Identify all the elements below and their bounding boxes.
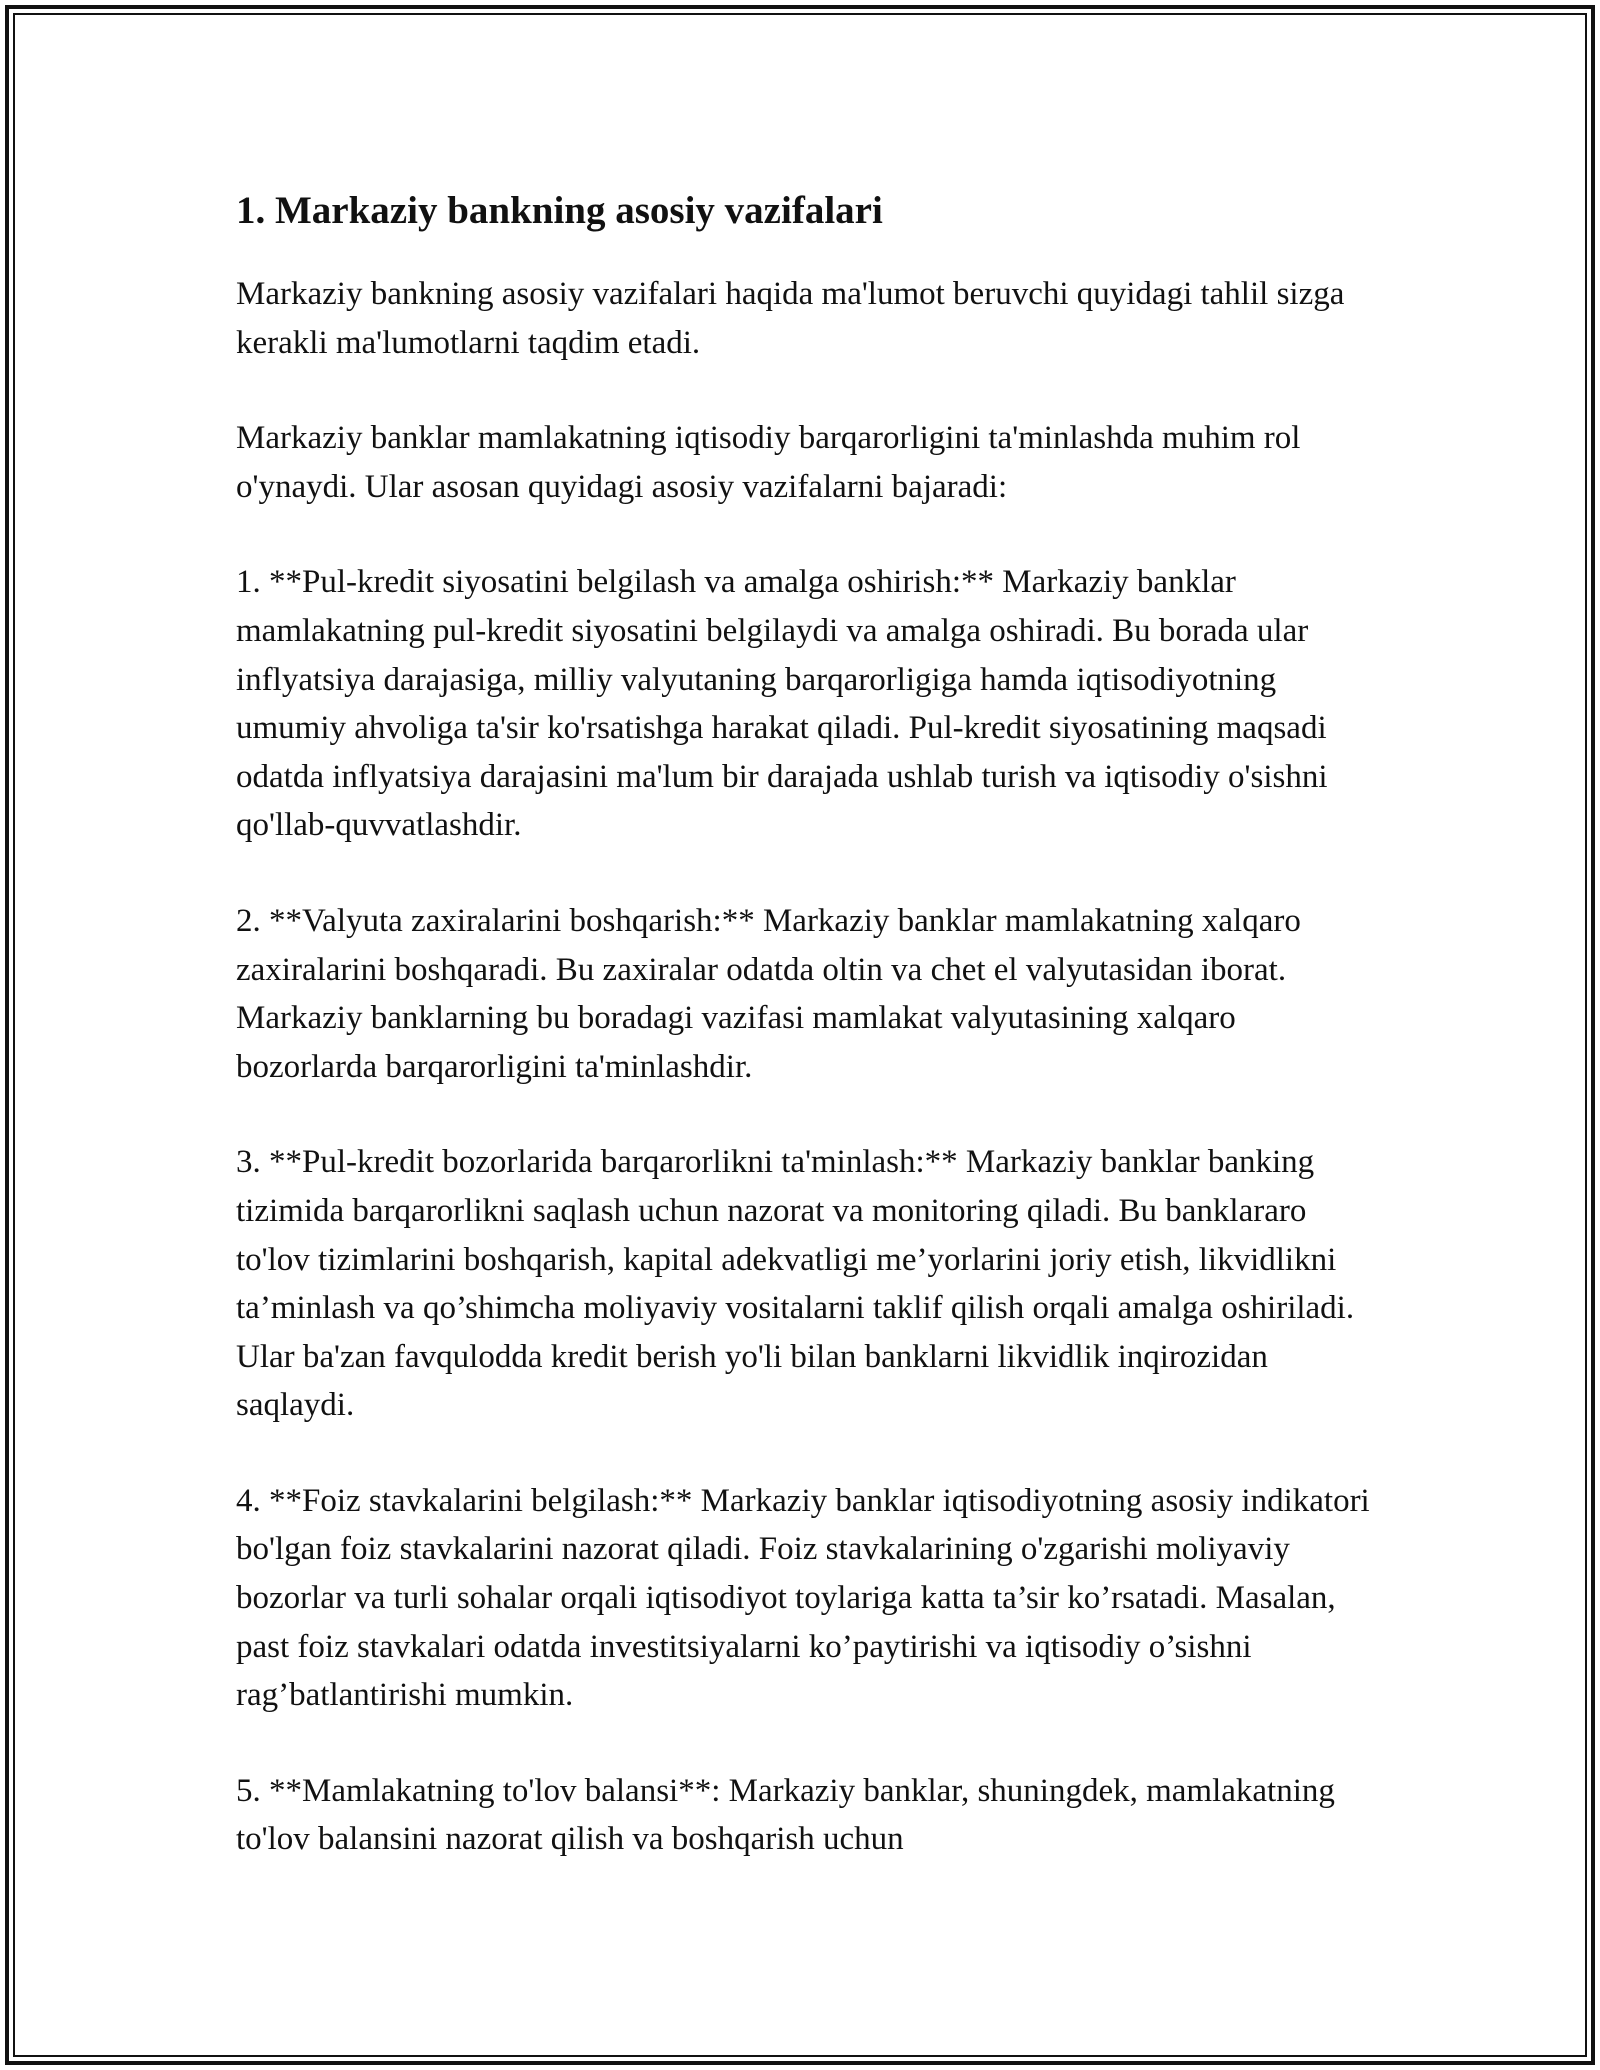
overview-paragraph: Markaziy banklar mamlakatning iqtisodiy barqarorligini ta'minlashda muhim rol o'ynaydi. Ular asosan quyidagi asosiy vazifalarni bajaradi:	[236, 420, 1301, 505]
list-item-2-paragraph: 2. **Valyuta zaxiralarini boshqarish:** Markaziy banklar mamlakatning xalqaro zaxiralarini boshqaradi. Bu zaxiralar odatda oltin va chet el valyutasidan iborat. Markaziy banklarning bu boradagi vazifasi mamlakat valyutasining xalqaro bozorlarda barqarorligini ta'minlashdir.	[236, 902, 1301, 1085]
intro-paragraph: Markaziy bankning asosiy vazifalari haqida ma'lumot beruvchi quyidagi tahlil sizga kerakli ma'lumotlarni taqdim etadi.	[236, 276, 1345, 361]
list-item-5-paragraph: 5. **Mamlakatning to'lov balansi**: Markaziy banklar, shuningdek, mamlakatning to'lov balansini nazorat qilish va boshqarish uchun	[236, 1772, 1335, 1858]
list-item-1-paragraph: 1. **Pul-kredit siyosatini belgilash va amalga oshirish:** Markaziy banklar mamlakatning pul-kredit siyosatini belgilaydi va amalga oshiradi. Bu borada ular inflyatsiya darajasiga, milliy valyutaning barqarorligiga hamda iqtisodiyotning umumiy ahvoliga ta'sir ko'rsatishga harakat qiladi. Pul-kredit siyosatining maqsadi odatda inflyatsiya darajasini ma'lum bir darajada ushlab turish va iqtisodiy o'sishni qo'llab-quvvatlashdir.	[236, 564, 1328, 844]
document-body	[236, 186, 1376, 1911]
list-item-4-paragraph: 4. **Foiz stavkalarini belgilash:** Markaziy banklar iqtisodiyotning asosiy indikatori bo'lgan foiz stavkalarini nazorat qiladi. Foiz stavkalarining o'zgarishi moliyaviy bozorlar va turli sohalar orqali iqtisodiyot toylariga katta ta’sir ko’rsatadi. Masalan, past foiz stavkalari odatda investitsiyalarni ko’paytirishi va iqtisodiy o’sishni rag’batlantirishi mumkin.	[236, 1482, 1370, 1714]
document-title: 1. Markaziy bankning asosiy vazifalari	[236, 189, 883, 232]
list-item-3-paragraph: 3. **Pul-kredit bozorlarida barqarorlikni ta'minlash:** Markaziy banklar banking tizimida barqarorlikni saqlash uchun nazorat va monitoring qiladi. Bu banklararo to'lov tizimlarini boshqarish, kapital adekvatligi me’yorlarini joriy etish, likvidlikni ta’minlash va qo’shimcha moliyaviy vositalarni taklif qilish orqali amalga oshiriladi. Ular ba'zan favqulodda kredit berish yo'li bilan banklarni likvidlik inqirozidan saqlaydi.	[236, 1144, 1355, 1424]
